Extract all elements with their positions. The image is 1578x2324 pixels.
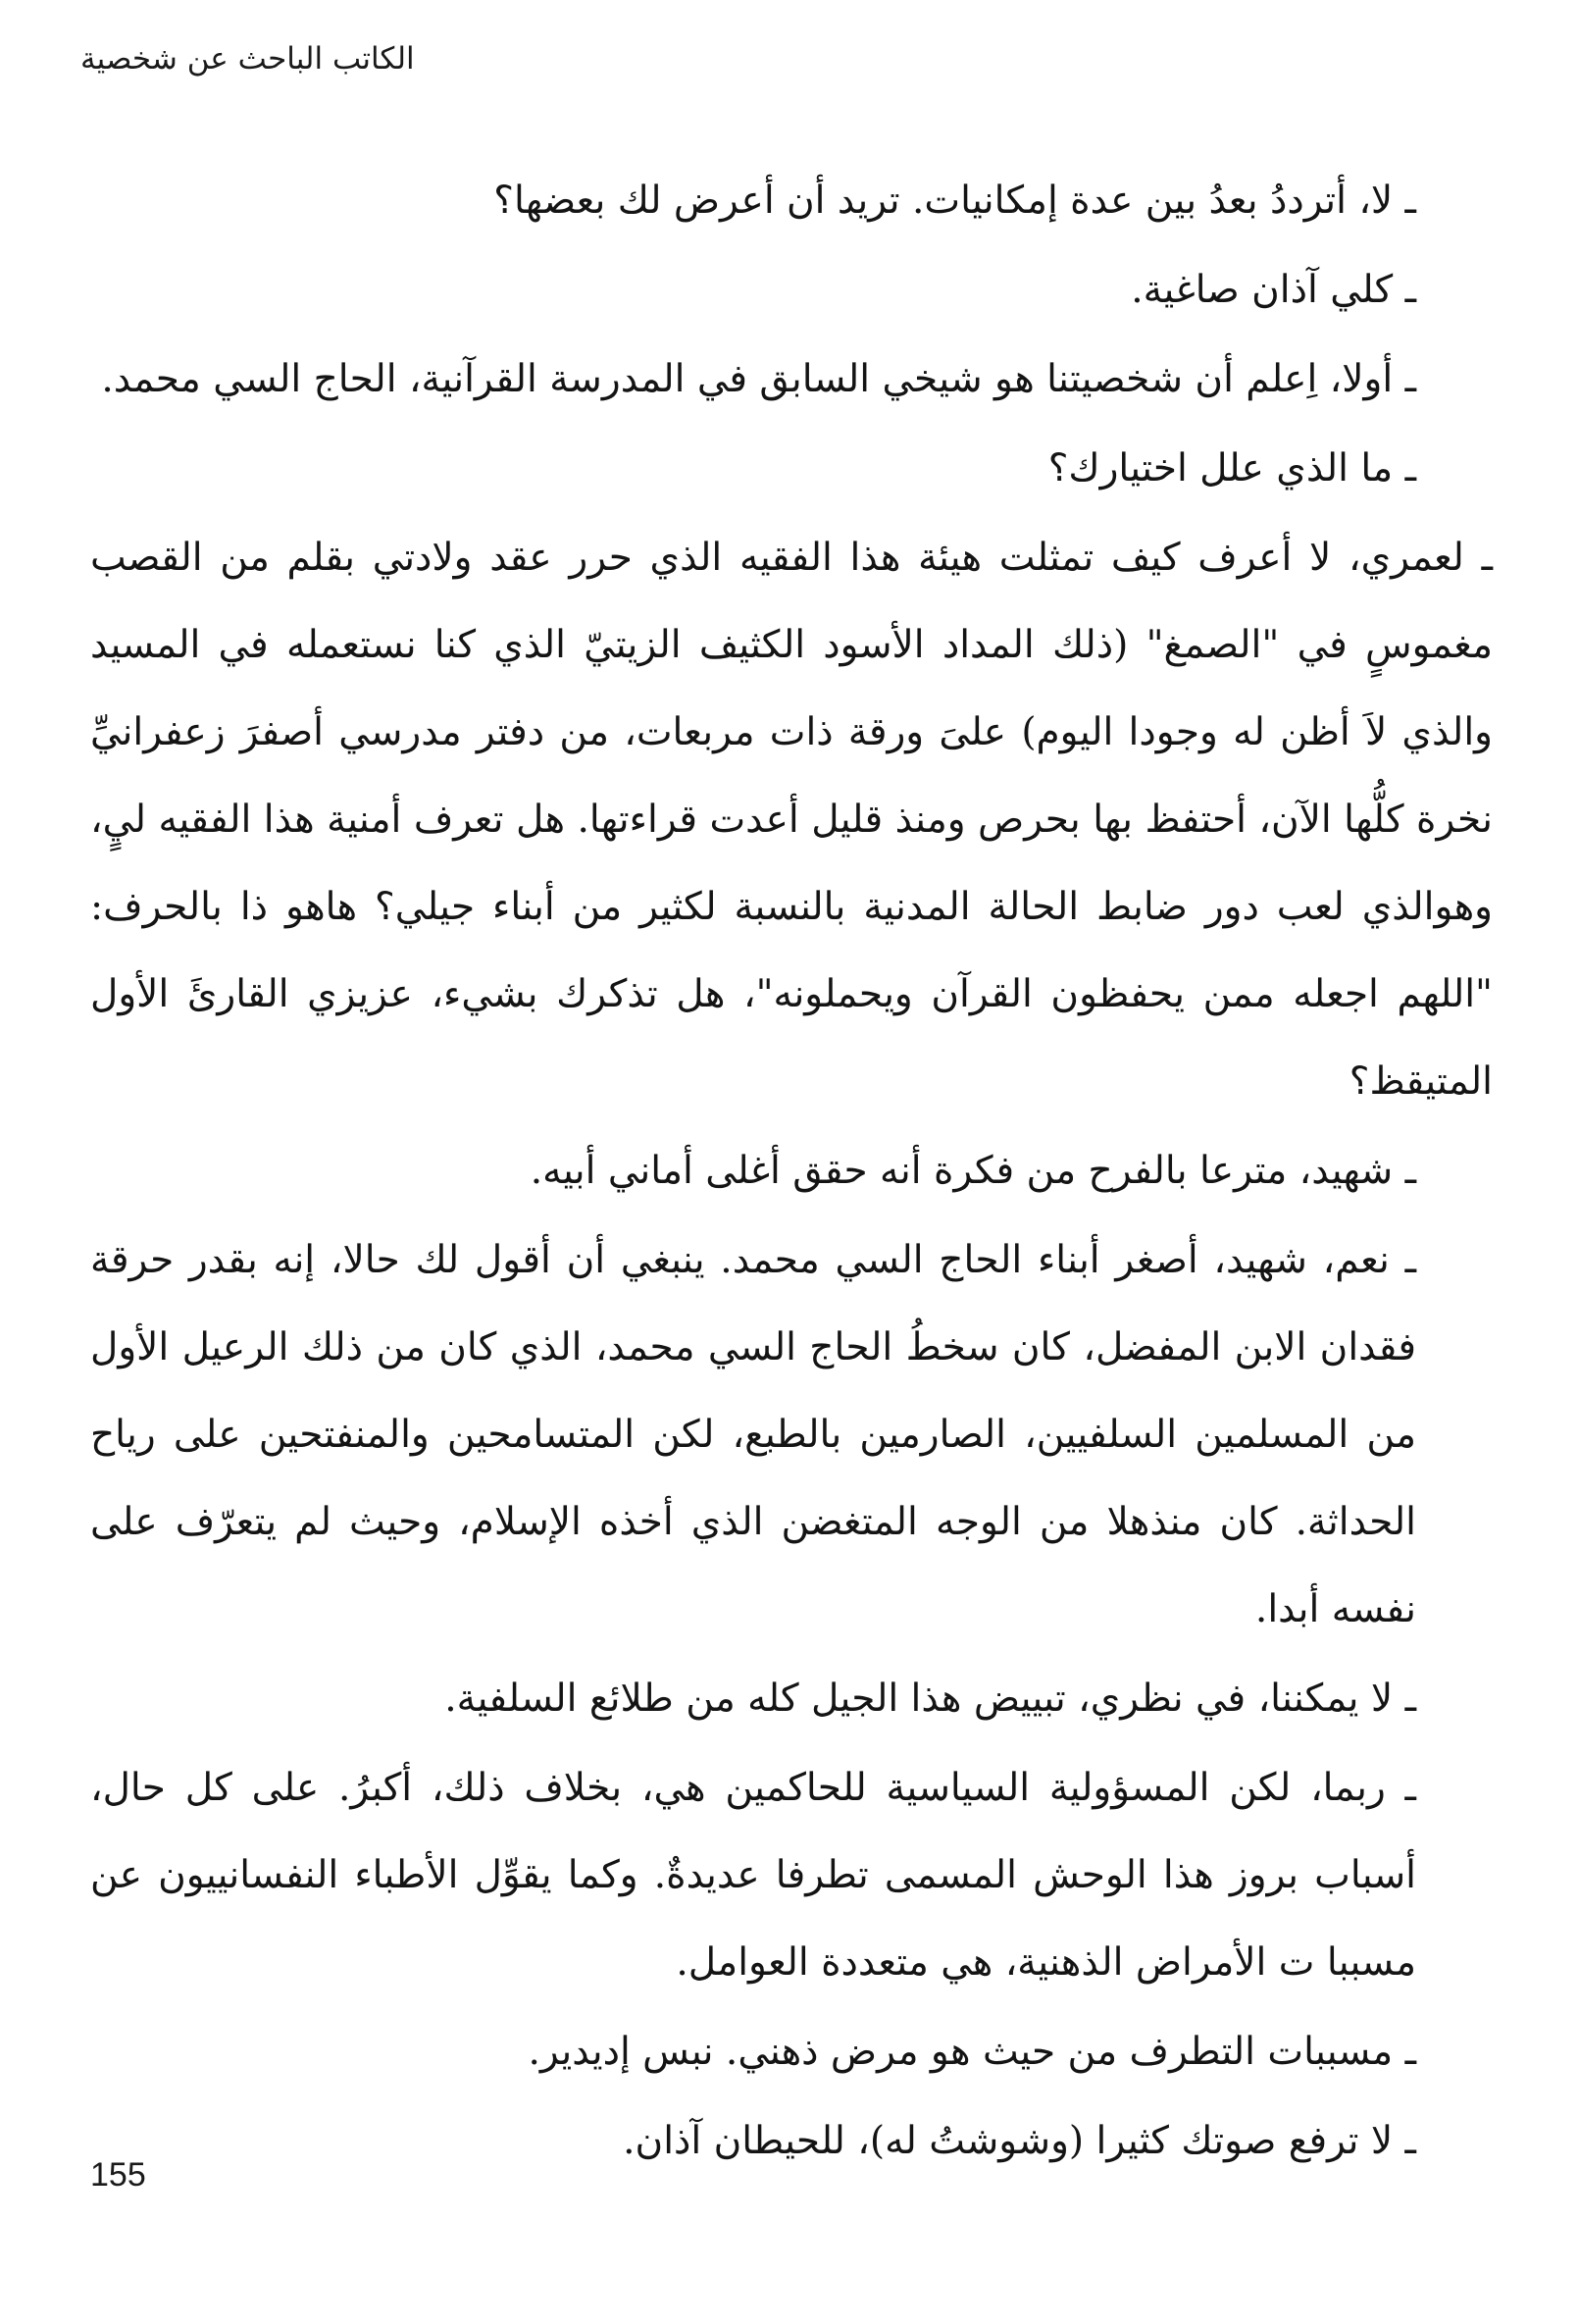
page-body — [90, 157, 1493, 2187]
paragraph: ـ ما الذي علل اختيارك؟ — [1047, 446, 1416, 491]
paragraph: ـ لعمري، لا أعرف كيف تمثلت هيئة هذا الفقيه الذي حرر عقد ولادتي بقلم من القصب مغموسٍ في "الصمغ" (ذلك المداد الأسود الكثيف الزيتيّ الذي كنا نستعمله في المسيد والذي لاَ أظن له وجودا اليوم) علىَ ورقة ذات مربعات، من دفتر مدرسي أصفرَ زعفرانيِّ نخرة كلُّها الآن، أحتفظ بها بحرص ومنذ قليل أعدت قراءتها. هل تعرف أمنية هذا الفقيه ليٍ، وهوالذي لعب دور ضابط الحالة المدنية بالنسبة لكثير من أبناء جيلي؟ هاهو ذا بالحرف: "اللهم اجعله ممن يحفظون القرآن ويحملونه"، هل تذكرك بشيء، عزيزي القارئَ الأول المتيقظ؟ — [90, 536, 1493, 1104]
paragraph: ـ لا ترفع صوتك كثيرا (وشوشتُ له)، للحيطان آذان. — [623, 2119, 1416, 2163]
paragraph: ـ شهيد، مترعا بالفرح من فكرة أنه حقق أغلى أماني أبيه. — [530, 1149, 1416, 1193]
paragraph: ـ أولا، اِعلم أن شخصيتنا هو شيخي السابق في المدرسة القرآنية، الحاج السي محمد. — [101, 357, 1416, 401]
paragraph: ـ ربما، لكن المسؤولية السياسية للحاكمين هي، بخلاف ذلك، أكبرُ. على كل حال، أسباب بروز هذا الوحش المسمى تطرفا عديدةٌ. وكما يقوِّل الأطباء النفسانييون عن مسببا ت الأمراض الذهنية، هي متعددة العوامل. — [90, 1766, 1416, 1985]
paragraph: ـ لا يمكننا، في نظري، تبييض هذا الجيل كله من طلائع السلفية. — [444, 1677, 1416, 1721]
paragraph: ـ كلي آذان صاغية. — [1131, 268, 1416, 312]
paragraph: ـ مسببات التطرف من حيث هو مرض ذهني. نبس إديدير. — [528, 2030, 1416, 2074]
paragraph: ـ نعم، شهيد، أصغر أبناء الحاج السي محمد. ينبغي أن أقول لك حالا، إنه بقدر حرقة فقدان الابن المفضل، كان سخطُ الحاج السي محمد، الذي كان من ذلك الرعيل الأول من المسلمين السلفيين، الصارمين بالطبع، لكن المتسامحين والمنفتحين على رياح الحداثة. كان منذهلا من الوجه المتغضن الذي أخذه الإسلام، وحيث لم يتعرّف على نفسه أبدا. — [90, 1238, 1416, 1631]
page-number: 155 — [90, 2156, 146, 2194]
running-title: الكاتب الباحث عن شخصية — [80, 41, 415, 77]
paragraph: ـ لا، أترددُ بعدُ بين عدة إمكانيات. تريد أن أعرض لك بعضها؟ — [493, 179, 1416, 223]
